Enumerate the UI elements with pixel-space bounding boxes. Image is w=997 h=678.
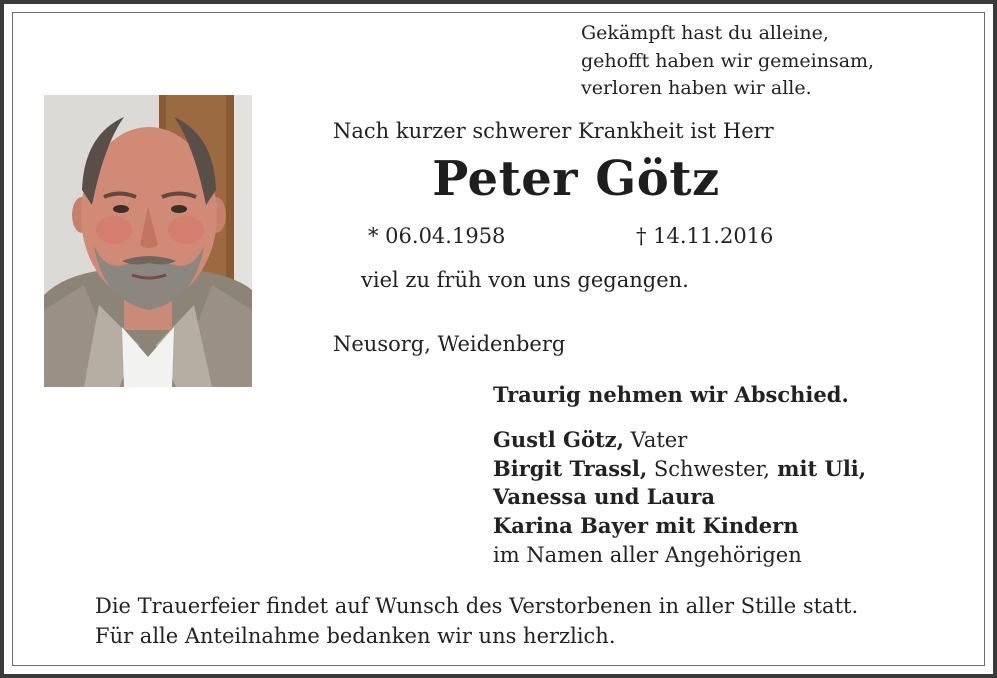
footer-notice [95,592,858,651]
poem-line: gehofft haben wir gemeinsam, [581,49,875,72]
mourner-entry [493,511,866,541]
mourner-companions: Vanessa und Laura [493,484,716,509]
deceased-name: Peter Götz [432,151,720,207]
mourners-list [493,425,866,570]
mourner-entry [493,455,866,483]
birth-date: * 06.04.1958 [368,224,506,248]
mourner-role: Schwester, [647,457,770,481]
mourner-entry [493,483,866,511]
mourner-name: Birgit Trassl, [493,456,648,481]
passing-text: viel zu früh von uns gegangen. [361,268,689,292]
footer-line: Die Trauerfeier findet auf Wunsch des Verstorbenen in aller Stille statt. [95,594,859,618]
poem-line: verloren haben wir alle. [581,77,812,99]
intro-text: Nach kurzer schwerer Krankheit ist Herr [333,119,774,143]
poem-line: Gekämpft hast du alleine, [581,22,829,44]
footer-line: Für alle Anteilnahme bedanken wir uns herzlich. [95,623,616,648]
mourner-name: Gustl Götz, [493,427,624,452]
mourner-companions: mit Uli, [769,456,867,481]
mourner-entry [493,425,866,455]
portrait-illustration [44,95,252,387]
farewell-heading: Traurig nehmen wir Abschied. [493,382,849,407]
death-date: † 14.11.2016 [636,224,774,248]
portrait-photo [44,95,252,387]
place-text: Neusorg, Weidenberg [333,332,566,356]
poem [581,20,874,103]
mourner-name: Karina Bayer mit Kindern [493,513,799,538]
mourner-role: Vater [623,428,688,452]
mourner-entry [493,541,866,570]
mourners-closing: im Namen aller Angehörigen [493,543,802,567]
